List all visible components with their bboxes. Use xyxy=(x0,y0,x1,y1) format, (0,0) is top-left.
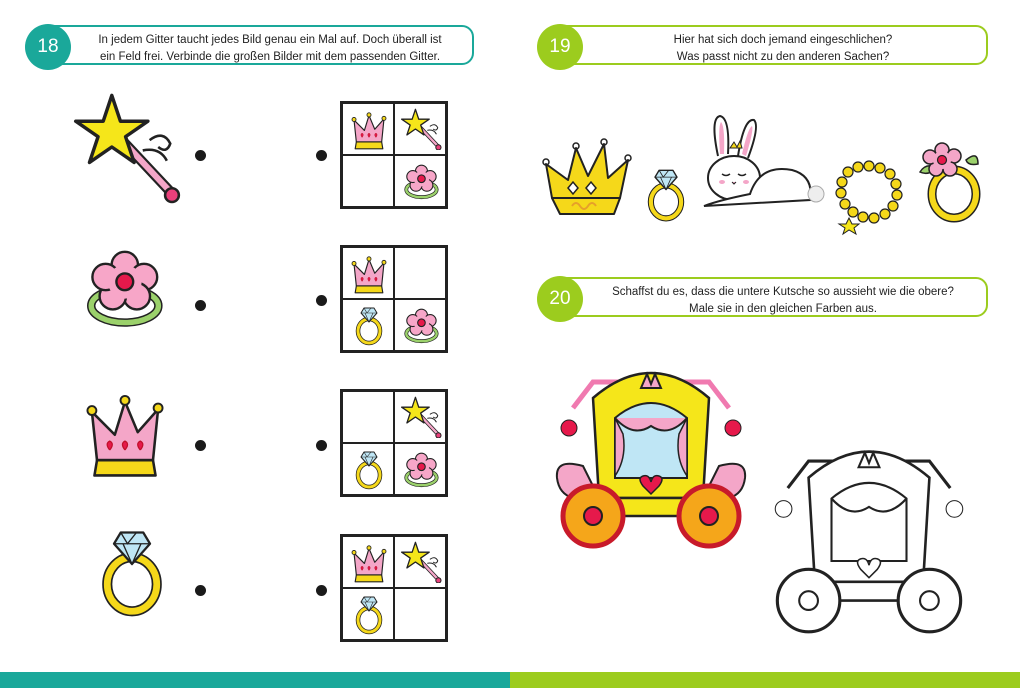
grid-cell-empty xyxy=(342,155,394,207)
flower-ring-icon xyxy=(918,142,986,224)
grid-cell xyxy=(394,103,446,155)
instruction-line-1: Hier hat sich doch jemand eingeschlichen? xyxy=(673,34,893,46)
connect-dot[interactable] xyxy=(316,585,327,596)
flower-ring-icon xyxy=(403,452,441,488)
grid-cell xyxy=(342,103,394,155)
crown-icon xyxy=(84,394,166,478)
grid-cell xyxy=(394,391,446,443)
crown-icon xyxy=(350,112,388,150)
flower-ring-icon xyxy=(84,246,168,332)
wand-icon xyxy=(401,541,443,583)
instruction-line-1: In jedem Gitter taucht jedes Bild genau ein Mal auf. Doch überall ist xyxy=(98,34,442,46)
footer-bar-green xyxy=(510,672,1020,688)
picture-grid-4 xyxy=(340,534,448,642)
connect-dot[interactable] xyxy=(195,585,206,596)
crown-icon xyxy=(350,545,388,583)
diamond-ring-icon xyxy=(353,448,385,492)
grid-cell xyxy=(342,536,394,588)
exercise-20-instruction xyxy=(560,277,988,317)
picture-grid-1 xyxy=(340,101,448,209)
wand-icon xyxy=(401,108,443,150)
grid-cell-empty xyxy=(394,588,446,640)
grid-cell xyxy=(394,536,446,588)
diamond-ring-icon xyxy=(353,593,385,637)
wand-icon xyxy=(401,396,443,438)
exercise-19-instruction xyxy=(560,25,988,65)
connect-dot[interactable] xyxy=(316,295,327,306)
exercise-20-number: 20 xyxy=(537,276,583,322)
diamond-ring-icon xyxy=(353,304,385,348)
grid-cell xyxy=(342,443,394,495)
grid-cell-empty xyxy=(394,247,446,299)
connect-dot[interactable] xyxy=(316,150,327,161)
connect-dot[interactable] xyxy=(195,300,206,311)
picture-grid-3 xyxy=(340,389,448,497)
grid-cell xyxy=(342,588,394,640)
diamond-ring-icon xyxy=(644,158,688,232)
instruction-line-1: Schaffst du es, dass die untere Kutsche so aussieht wie die obere? xyxy=(612,286,954,298)
footer-bar-teal xyxy=(0,672,510,688)
wand-icon xyxy=(74,92,184,202)
instruction-line-2: Male sie in den gleichen Farben aus. xyxy=(689,303,877,315)
grid-cell xyxy=(342,247,394,299)
connect-dot[interactable] xyxy=(316,440,327,451)
diamond-ring-icon xyxy=(96,520,168,626)
connect-dot[interactable] xyxy=(195,440,206,451)
exercise-18-instruction xyxy=(48,25,474,65)
bunny-icon xyxy=(700,114,824,214)
grid-cell xyxy=(394,443,446,495)
grid-cell xyxy=(394,155,446,207)
exercise-19-number: 19 xyxy=(537,24,583,70)
bead-necklace-icon xyxy=(833,158,905,234)
colored-carriage-icon xyxy=(540,358,762,550)
picture-grid-2 xyxy=(340,245,448,353)
exercise-18-number: 18 xyxy=(25,24,71,70)
grid-cell-empty xyxy=(342,391,394,443)
grid-cell xyxy=(342,299,394,351)
crown-icon xyxy=(350,256,388,294)
gold-crown-icon xyxy=(542,138,632,222)
instruction-line-2: ein Feld frei. Verbinde die großen Bilder mit dem passenden Gitter. xyxy=(99,51,441,63)
connect-dot[interactable] xyxy=(195,150,206,161)
grid-cell xyxy=(394,299,446,351)
flower-ring-icon xyxy=(403,308,441,344)
outline-carriage-icon xyxy=(758,436,980,636)
instruction-line-2: Was passt nicht zu den anderen Sachen? xyxy=(676,51,890,63)
flower-ring-icon xyxy=(403,164,441,200)
